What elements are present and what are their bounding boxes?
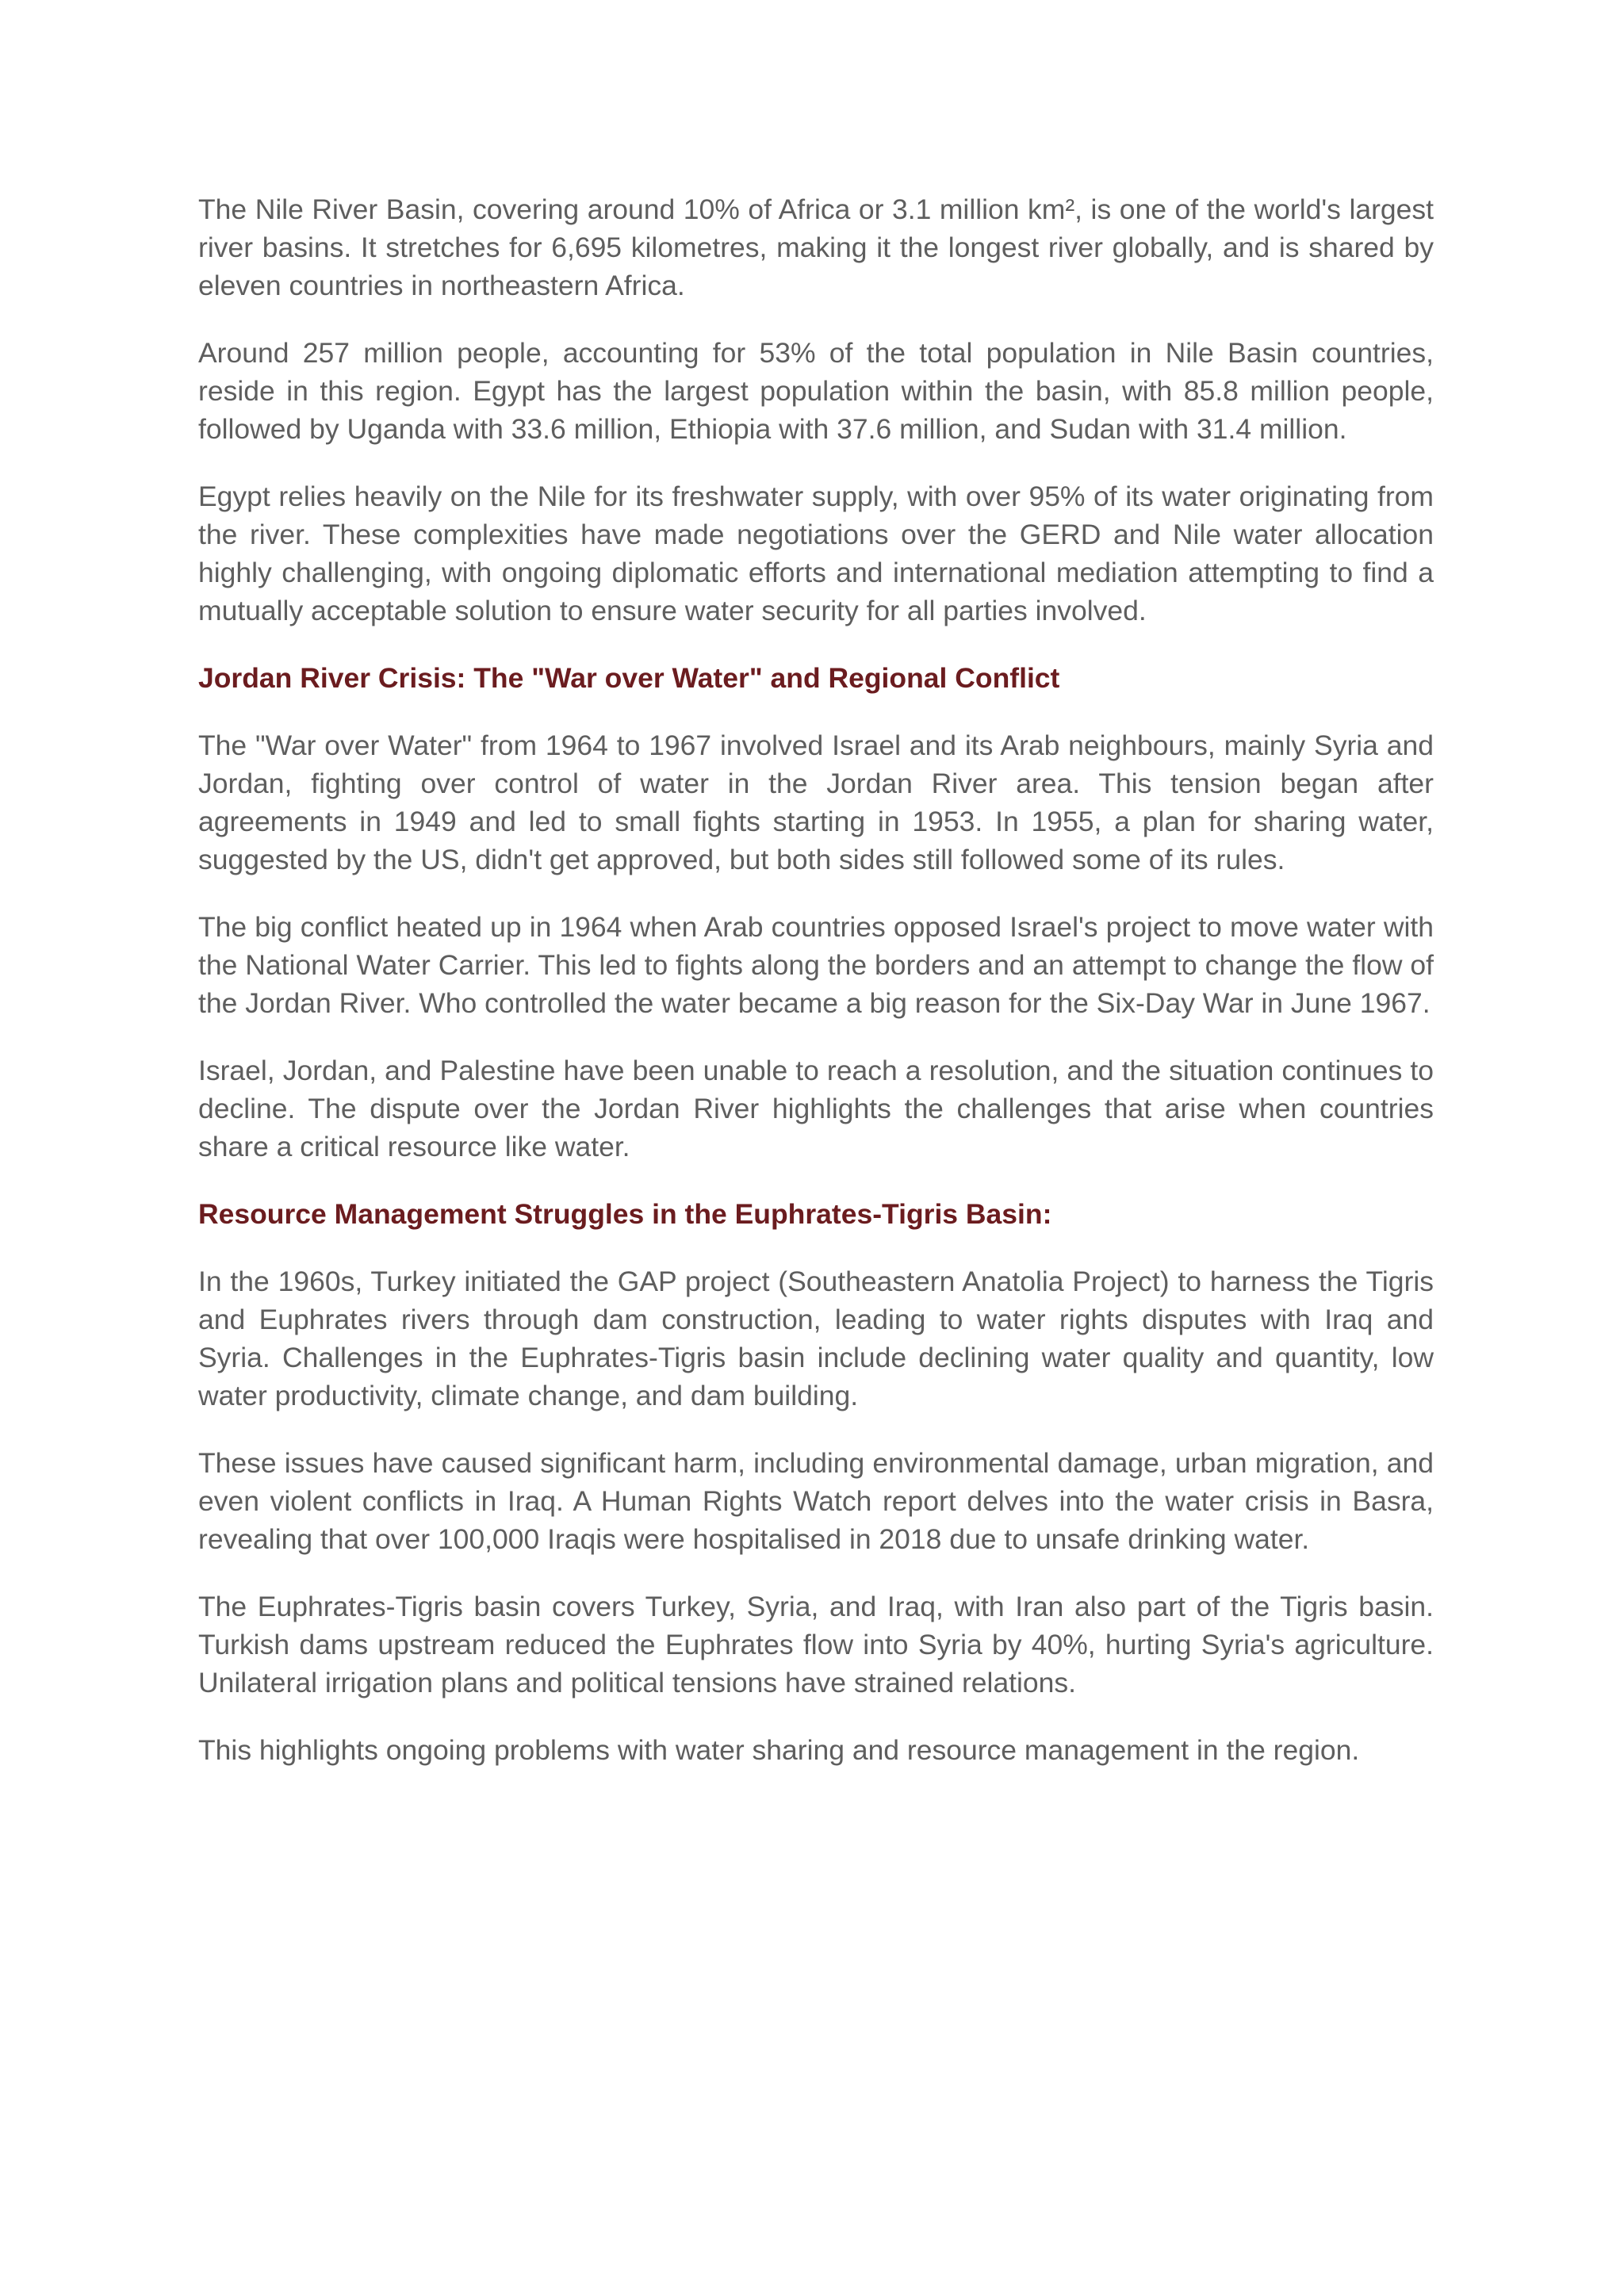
paragraph-national-water-carrier: The big conflict heated up in 1964 when Arab countries opposed Israel's project to move water with the National Water Carrier. This led to fights along the borders and an attempt to change the flow of the Jordan River. Who controlled the water became a big reason for the Six-Day War in June 1967. xyxy=(198,911,1434,1019)
paragraph-nile-population: Around 257 million people, accounting for 53% of the total population in Nile Basin countries, reside in this region. Egypt has the largest population within the basin, with 85.8 million people, followed by Uganda with 33.6 million, Ethiopia with 37.6 million, and Sudan with 31.4 million. xyxy=(198,337,1434,445)
heading-jordan-river-crisis: Jordan River Crisis: The "War over Water" and Regional Conflict xyxy=(198,662,1060,694)
heading-euphrates-tigris: Resource Management Struggles in the Euphrates-Tigris Basin: xyxy=(198,1198,1052,1230)
paragraph-nile-basin-overview: The Nile River Basin, covering around 10% of Africa or 3.1 million km², is one of the world's largest river basins. It stretches for 6,695 kilometres, making it the longest river globally, and is shared by eleven countries in northeastern Africa. xyxy=(198,193,1434,301)
paragraph-iraq-harm: These issues have caused significant harm, including environmental damage, urban migration, and even violent conflicts in Iraq. A Human Rights Watch report delves into the water crisis in Basra, revealing that over 100,000 Iraqis were hospitalised in 2018 due to unsafe drinking water. xyxy=(198,1447,1434,1555)
paragraph-conclusion: This highlights ongoing problems with water sharing and resource management in the region. xyxy=(198,1734,1360,1766)
paragraph-gap-project: In the 1960s, Turkey initiated the GAP project (Southeastern Anatolia Project) to harness the Tigris and Euphrates rivers through dam construction, leading to water rights disputes with Iraq and Syria. Challenges in the Euphrates-Tigris basin include declining water quality and quantity, low water productivity, climate change, and dam building. xyxy=(198,1266,1434,1411)
paragraph-egypt-water-reliance: Egypt relies heavily on the Nile for its freshwater supply, with over 95% of its water originating from the river. These complexities have made negotiations over the GERD and Nile water allocation highly challenging, with ongoing diplomatic efforts and international mediation attempting to find a mutually acceptable solution to ensure water security for all parties involved. xyxy=(198,481,1434,626)
paragraph-war-over-water: The "War over Water" from 1964 to 1967 involved Israel and its Arab neighbours, mainly Syria and Jordan, fighting over control of water in the Jordan River area. This tension began after agreements in 1949 and led to small fights starting in 1953. In 1955, a plan for sharing water, suggested by the US, didn't get approved, but both sides still followed some of its rules. xyxy=(198,730,1434,875)
paragraph-basin-countries: The Euphrates-Tigris basin covers Turkey, Syria, and Iraq, with Iran also part of the Tigris basin. Turkish dams upstream reduced the Euphrates flow into Syria by 40%, hurting Syria's agriculture. Unilateral irrigation plans and political tensions have strained relations. xyxy=(198,1591,1434,1698)
paragraph-jordan-resolution: Israel, Jordan, and Palestine have been unable to reach a resolution, and the situation continues to decline. The dispute over the Jordan River highlights the challenges that arise when countries share a critical resource like water. xyxy=(198,1055,1434,1162)
document-page xyxy=(198,190,1434,1798)
